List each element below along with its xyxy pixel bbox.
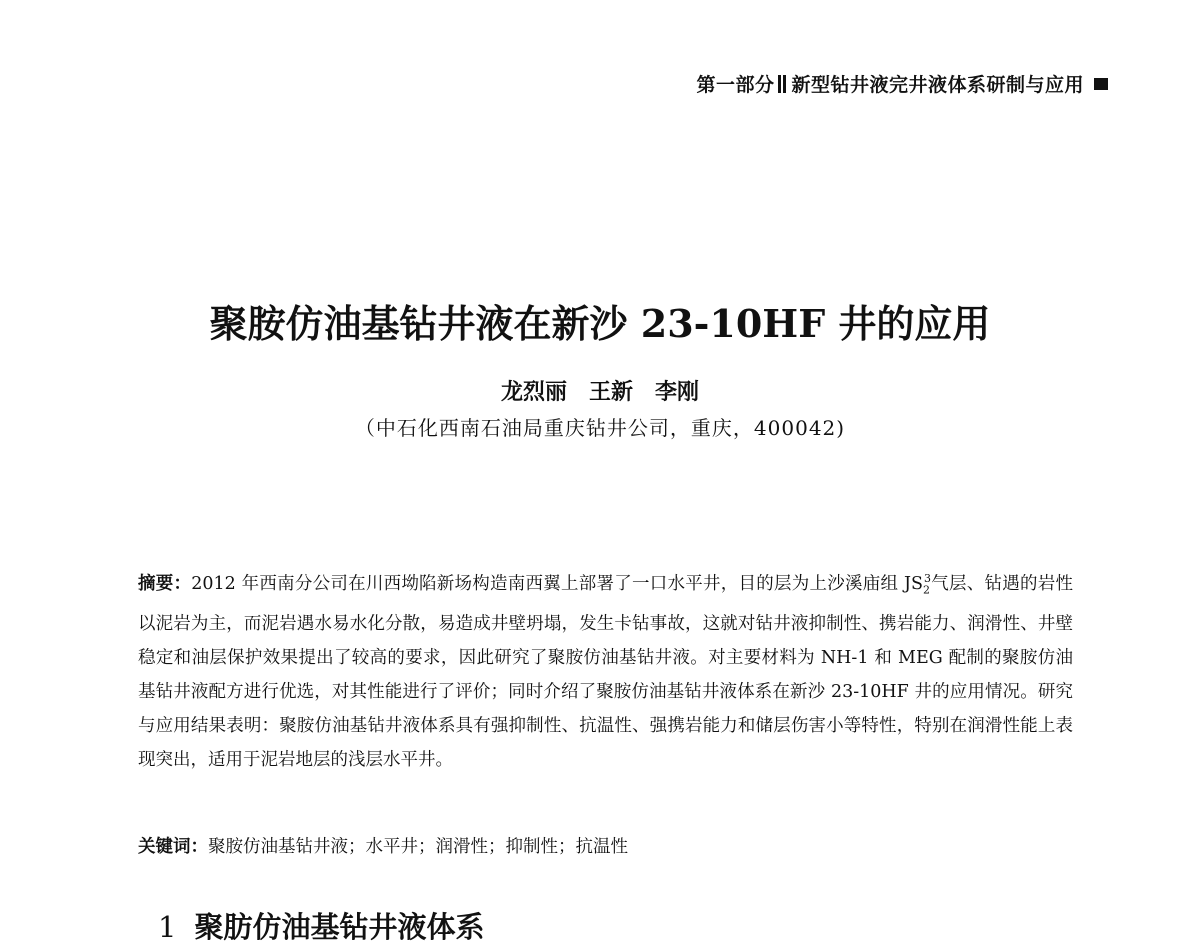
author-affiliation: （中石化西南石油局重庆钻井公司，重庆，400042) [354, 416, 846, 440]
abstract [138, 562, 1073, 777]
section-number: 1 [158, 910, 177, 944]
abstract-superscript: 3 [924, 572, 932, 585]
section-heading [158, 905, 484, 946]
abstract-text-part1: 2012 年西南分公司在川西坳陷新场构造南西翼上部署了一口水平井，目的层为上沙溪庙组 JS [191, 573, 924, 594]
keywords [138, 832, 1073, 862]
abstract-text-part2: 气层、钻遇的岩性以泥岩为主，而泥岩遇水易水化分散，易造成井壁坍塌，发生卡钻事故，这就对钻井液抑制性、携岩能力、润滑性、井壁稳定和油层保护效果提出了较高的要求，因此研究了聚胺仿油基钻井液。对主要材料为 NH-1 和 MEG 配制的聚胺仿油基钻井液配方进行优选，对其性能进行了评价；同时介绍了聚胺仿油基钻井液体系在新沙 23-10HF 井的应用情况。研究与应用结果表明：聚胺仿油基钻井液体系具有强抑制性、抗温性、强携岩能力和储层伤害小等特性，特别在润滑性能上表现突出，适用于泥岩地层的浅层水平井。 [138, 573, 1074, 771]
abstract-label: 摘要： [138, 573, 192, 594]
author-list: 龙烈丽 王新 李刚 [500, 379, 699, 405]
running-header-section: 新型钻井液完井液体系研制与应用 [791, 74, 1084, 96]
abstract-subscript: 2 [923, 583, 931, 597]
separator-bar-icon [778, 75, 781, 93]
running-header [696, 70, 1108, 97]
keywords-text: 聚胺仿油基钻井液；水平井；润滑性；抑制性；抗温性 [208, 837, 628, 857]
paper-title: 聚胺仿油基钻井液在新沙 23-10HF 井的应用 [209, 301, 991, 346]
running-header-part: 第一部分 [696, 74, 775, 96]
section-title: 聚肪仿油基钻井液体系 [194, 910, 485, 944]
keywords-label: 关键词： [138, 837, 208, 857]
square-marker-icon [1094, 78, 1108, 90]
